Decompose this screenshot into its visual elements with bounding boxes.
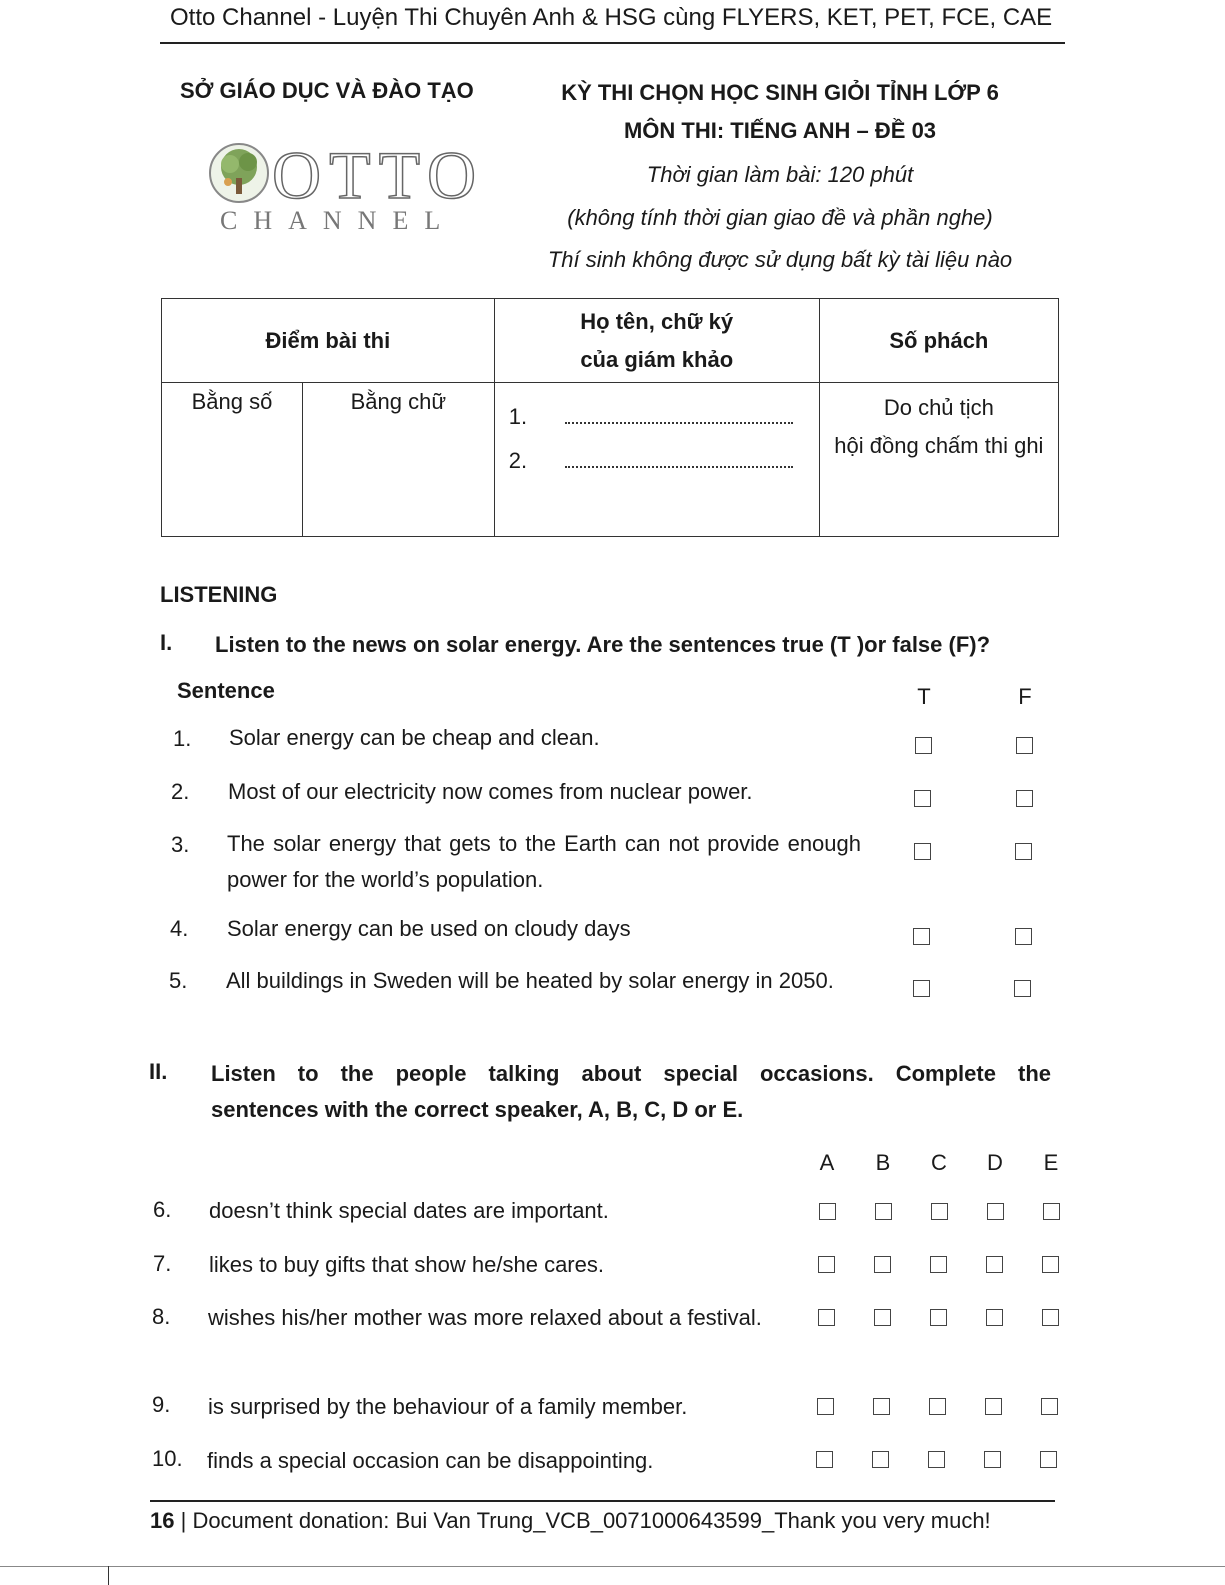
statement-text: Solar energy can be used on cloudy days <box>227 916 631 941</box>
part1-number: I. <box>160 630 173 655</box>
true-column-header: T <box>917 684 931 709</box>
option-a-checkbox[interactable] <box>817 1398 834 1415</box>
option-d-checkbox[interactable] <box>984 1451 1001 1468</box>
statement-text: likes to buy gifts that show he/she cares. <box>209 1252 604 1277</box>
footer-text: Document donation: Bui Van Trung_VCB_0071000643599_Thank you very much! <box>192 1508 991 1533</box>
examiner-header-line2: của giám khảo <box>580 346 734 372</box>
exam-note-materials: Thí sinh không được sử dụng bất kỳ tài liệu nào <box>547 247 1013 272</box>
item-number: 9. <box>152 1392 171 1417</box>
statement-text: finds a special occasion can be disappointing. <box>207 1448 654 1473</box>
exam-title: KỲ THI CHỌN HỌC SINH GIỎI TỈNH LỚP 6 <box>561 80 999 105</box>
logo-word: OTTO <box>272 137 485 213</box>
option-d-checkbox[interactable] <box>985 1398 1002 1415</box>
option-e-checkbox[interactable] <box>1042 1256 1059 1273</box>
false-checkbox[interactable] <box>1015 843 1032 860</box>
option-a-header: A <box>819 1150 835 1175</box>
item-number: 1. <box>173 726 192 751</box>
option-d-checkbox[interactable] <box>986 1256 1003 1273</box>
option-a-checkbox[interactable] <box>818 1309 835 1326</box>
option-e-checkbox[interactable] <box>1043 1203 1060 1220</box>
score-table <box>161 298 1059 537</box>
page-bottom-edge <box>0 1566 1225 1567</box>
statement-text: Most of our electricity now comes from nuclear power. <box>228 779 753 804</box>
option-b-checkbox[interactable] <box>875 1203 892 1220</box>
score-in-numbers-label: Bằng số <box>191 389 273 414</box>
item-number: 4. <box>170 916 189 941</box>
statement-text: wishes his/her mother was more relaxed about a festival. <box>208 1305 762 1330</box>
statement-text: All buildings in Sweden will be heated by solar energy in 2050. <box>226 968 834 993</box>
option-a-checkbox[interactable] <box>818 1256 835 1273</box>
header-rule <box>160 42 1065 44</box>
page-footer <box>150 1508 991 1534</box>
false-checkbox[interactable] <box>1016 737 1033 754</box>
part2-instruction-line1: Listen to the people talking about special occasions. Complete the <box>211 1061 1051 1086</box>
footer-separator: | <box>174 1508 193 1533</box>
code-note-cell <box>819 383 1058 537</box>
score-in-words-cell[interactable] <box>303 383 495 537</box>
option-e-checkbox[interactable] <box>1041 1398 1058 1415</box>
organization-name: SỞ GIÁO DỤC VÀ ĐÀO TẠO <box>180 78 474 103</box>
option-b-checkbox[interactable] <box>874 1309 891 1326</box>
option-c-checkbox[interactable] <box>930 1256 947 1273</box>
signature-dotted-line <box>565 408 793 424</box>
exam-note-time: (không tính thời gian giao đề và phần nghe) <box>567 205 993 230</box>
true-checkbox[interactable] <box>915 737 932 754</box>
option-d-checkbox[interactable] <box>986 1309 1003 1326</box>
false-column-header: F <box>1018 684 1032 709</box>
true-checkbox[interactable] <box>914 790 931 807</box>
score-in-words-label: Bằng chữ <box>350 389 447 414</box>
option-d-header: D <box>987 1150 1003 1175</box>
option-b-header: B <box>875 1150 891 1175</box>
sentence-column-header: Sentence <box>177 678 275 703</box>
footer-rule <box>150 1500 1055 1502</box>
item-number: 10. <box>152 1446 183 1471</box>
exam-duration: Thời gian làm bài: 120 phút <box>646 162 914 187</box>
false-checkbox[interactable] <box>1015 928 1032 945</box>
statement-text: doesn’t think special dates are important. <box>209 1198 609 1223</box>
examiner-line-2[interactable] <box>509 439 819 483</box>
true-checkbox[interactable] <box>913 928 930 945</box>
item-number: 7. <box>153 1251 172 1276</box>
statement-text: Solar energy can be cheap and clean. <box>229 725 600 750</box>
item-number: 2. <box>171 779 190 804</box>
signature-dotted-line <box>565 452 793 468</box>
examiner-line-1[interactable] <box>509 395 819 439</box>
code-note-line2: hội đồng chấm thi ghi <box>834 433 1044 458</box>
code-header: Số phách <box>819 299 1058 383</box>
code-note-line1: Do chủ tịch <box>883 395 994 420</box>
option-c-checkbox[interactable] <box>928 1451 945 1468</box>
option-c-checkbox[interactable] <box>931 1203 948 1220</box>
section-title: LISTENING <box>160 582 278 607</box>
option-e-checkbox[interactable] <box>1040 1451 1057 1468</box>
item-number: 3. <box>171 832 190 857</box>
option-c-checkbox[interactable] <box>930 1309 947 1326</box>
option-b-checkbox[interactable] <box>873 1398 890 1415</box>
part2-number: II. <box>149 1059 168 1084</box>
option-b-checkbox[interactable] <box>874 1256 891 1273</box>
option-e-checkbox[interactable] <box>1042 1309 1059 1326</box>
item-number: 8. <box>152 1304 171 1329</box>
statement-text: is surprised by the behaviour of a family member. <box>208 1394 688 1419</box>
page-margin-mark <box>108 1566 109 1585</box>
option-d-checkbox[interactable] <box>987 1203 1004 1220</box>
item-number: 5. <box>169 968 188 993</box>
false-checkbox[interactable] <box>1014 980 1031 997</box>
part1-instruction: Listen to the news on solar energy. Are the sentences true (T )or false (F)? <box>215 632 991 657</box>
examiner-2-number: 2. <box>508 448 528 473</box>
option-e-header: E <box>1043 1150 1059 1175</box>
examiner-header <box>494 299 819 383</box>
true-checkbox[interactable] <box>914 843 931 860</box>
examiner-header-line1: Họ tên, chữ ký <box>580 308 734 334</box>
true-checkbox[interactable] <box>913 980 930 997</box>
page-number: 16 <box>150 1508 175 1533</box>
option-a-checkbox[interactable] <box>819 1203 836 1220</box>
exam-subject: MÔN THI: TIẾNG ANH – ĐỀ 03 <box>623 118 937 143</box>
score-header: Điểm bài thi <box>162 299 495 383</box>
tree-logo-icon <box>208 142 270 204</box>
statement-text: The solar energy that gets to the Earth can not provide enough power for the world’s population. <box>227 831 861 892</box>
page-header: Otto Channel - Luyện Thi Chuyên Anh & HSG cùng FLYERS, KET, PET, FCE, CAE <box>170 4 1053 31</box>
option-c-header: C <box>931 1150 947 1175</box>
examiner-signatures-cell <box>494 383 819 537</box>
score-in-numbers-cell[interactable] <box>162 383 303 537</box>
option-c-checkbox[interactable] <box>929 1398 946 1415</box>
false-checkbox[interactable] <box>1016 790 1033 807</box>
examiner-1-number: 1. <box>508 404 528 429</box>
logo-subtitle: CHANNEL <box>220 206 457 235</box>
item-number: 6. <box>153 1197 172 1222</box>
option-b-checkbox[interactable] <box>872 1451 889 1468</box>
part2-instruction-line2: sentences with the correct speaker, A, B, C, D or E. <box>211 1097 744 1122</box>
option-a-checkbox[interactable] <box>816 1451 833 1468</box>
